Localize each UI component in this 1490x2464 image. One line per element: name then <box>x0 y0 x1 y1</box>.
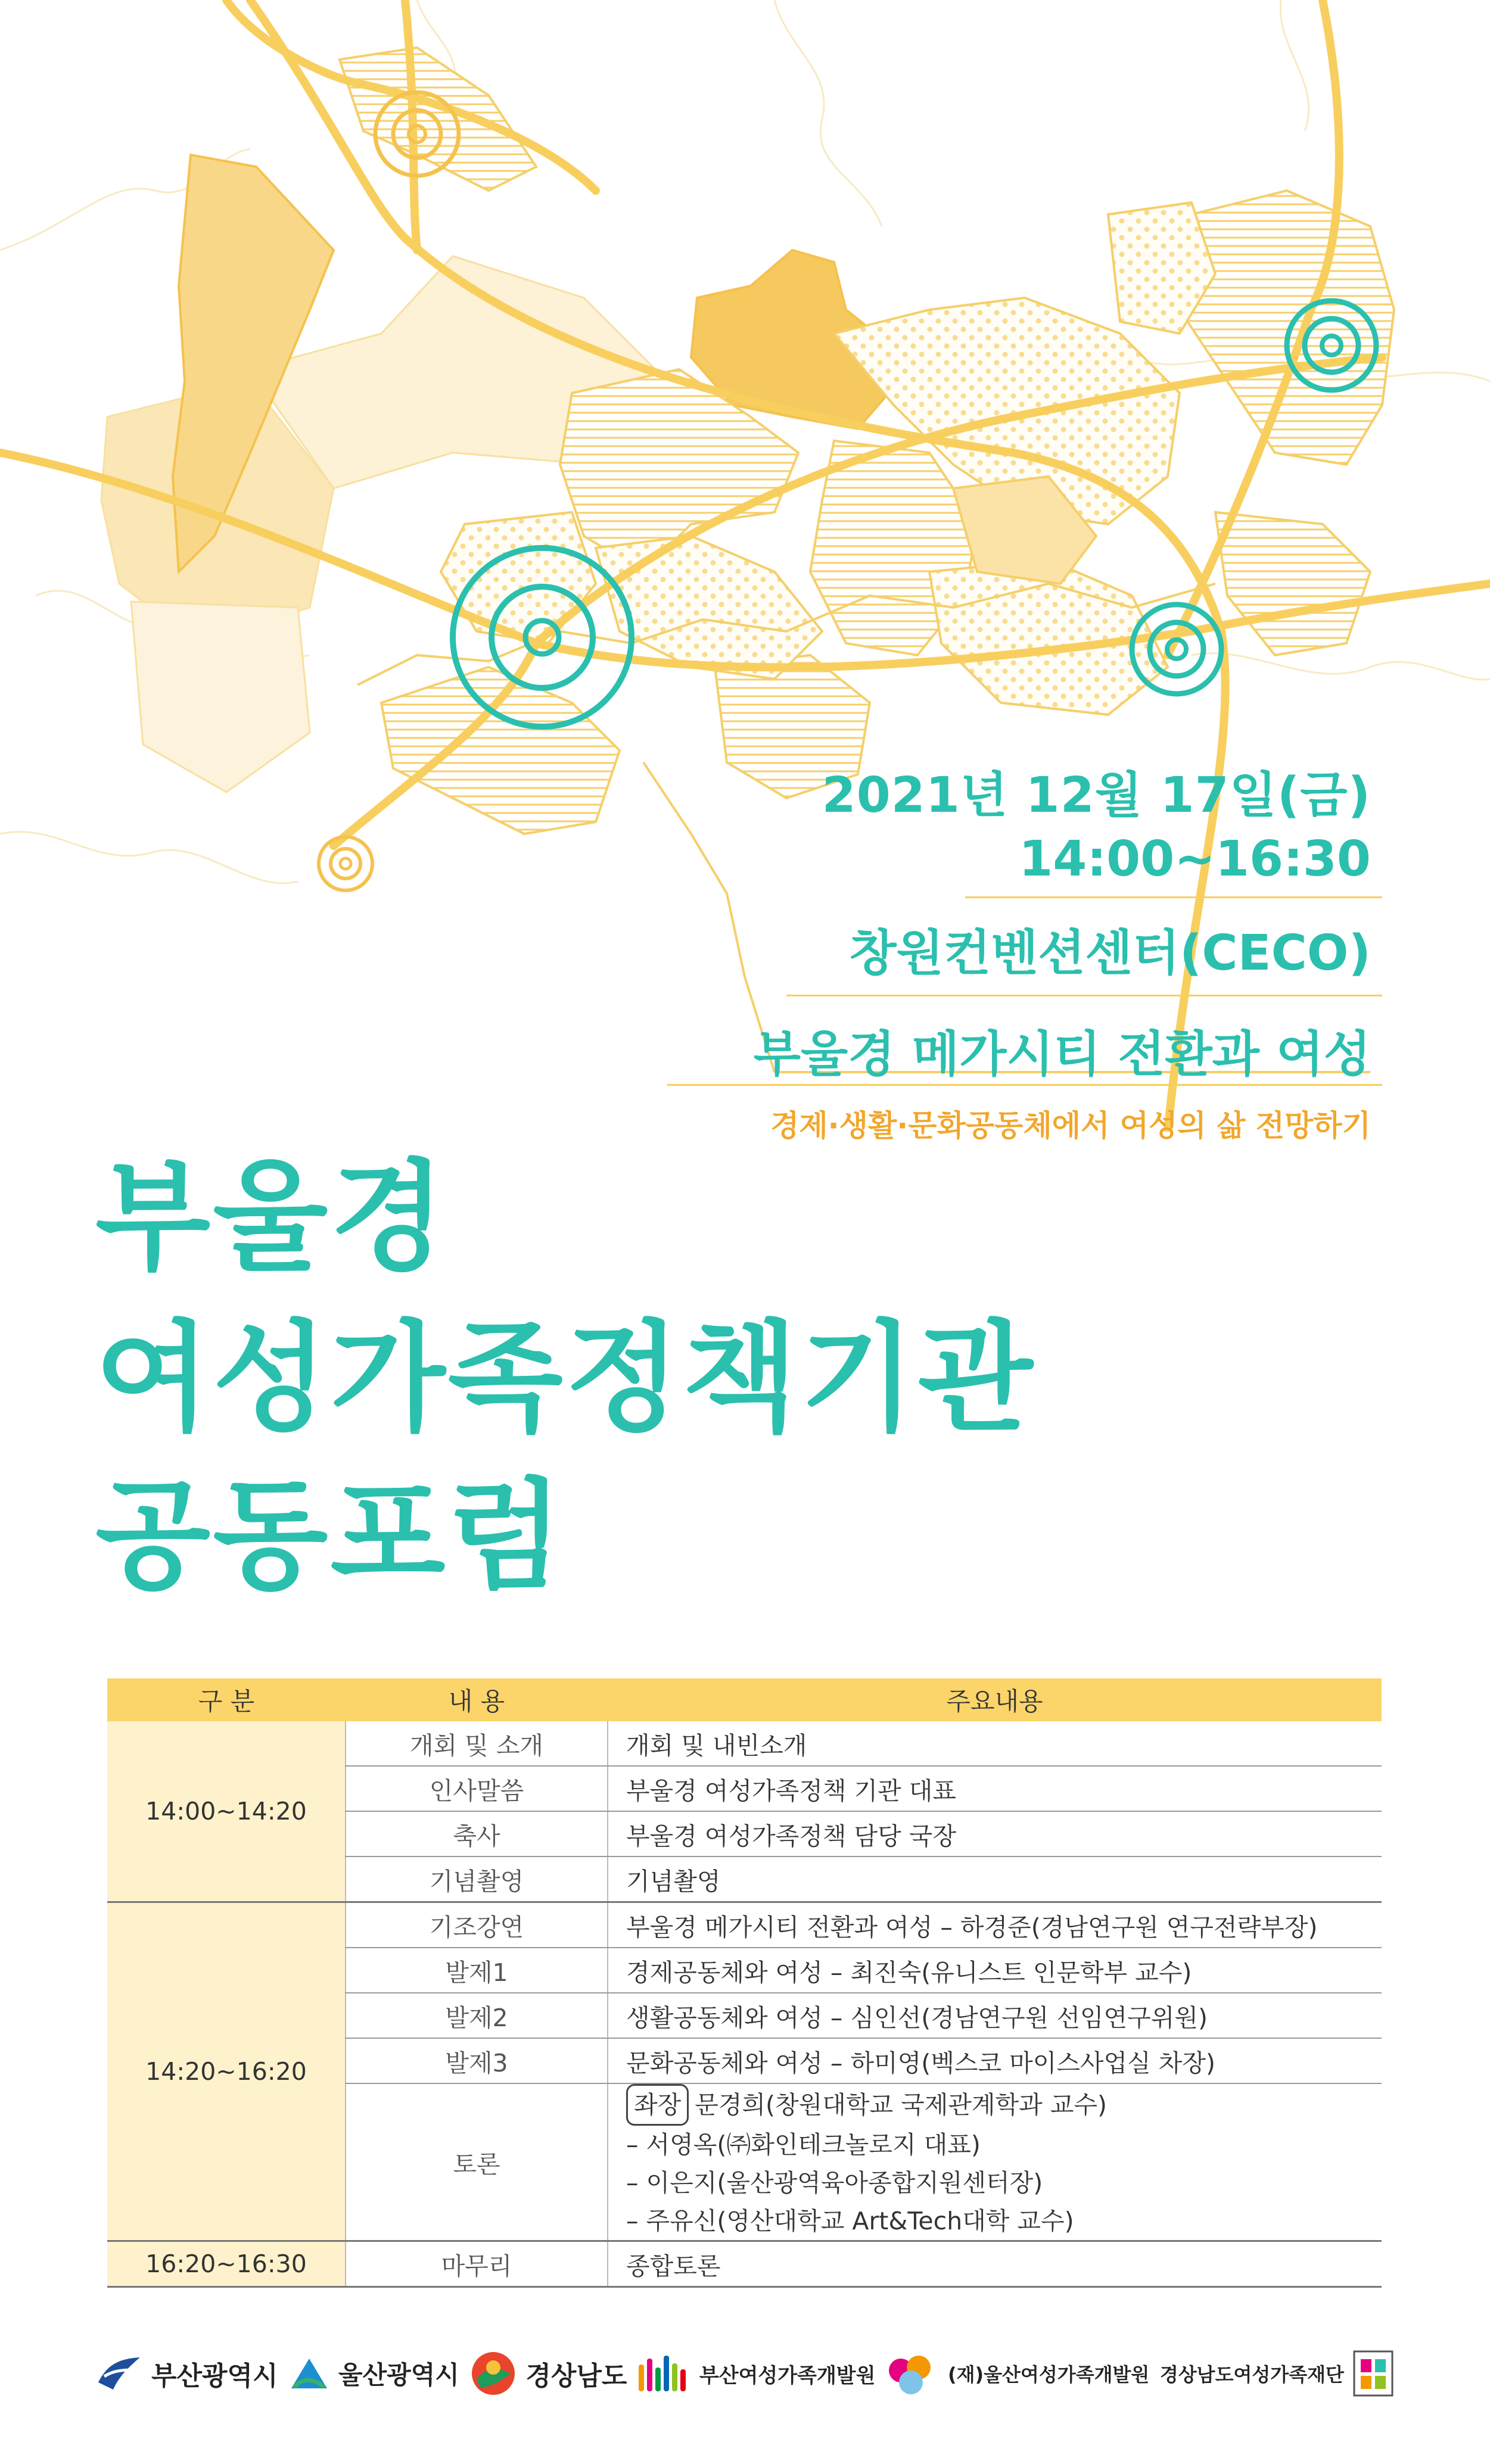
chair-badge: 좌장 <box>626 2084 689 2126</box>
content-cell: 생활공동체와 여성 – 심인선(경남연구원 선임연구위원) <box>608 1993 1382 2038</box>
schedule-header-row <box>107 1678 1382 1721</box>
content-cell: 종합토론 <box>608 2241 1382 2287</box>
header-content: 주요내용 <box>608 1678 1382 1721</box>
logo-gyeongnam-women-family-foundation: 경상남도여성가족재단 <box>1160 2350 1394 2397</box>
panelist: – 서영옥(㈜화인테크놀로지 대표) <box>626 2130 981 2159</box>
content-cell: 경제공동체와 여성 – 최진숙(유니스트 인문학부 교수) <box>608 1948 1382 1993</box>
content-cell: 개회 및 내빈소개 <box>608 1721 1382 1766</box>
gyeongnam-emblem-icon <box>469 2350 517 2397</box>
logo-ulsan-women-family-institute: (재)울산여성가족개발원 <box>886 2350 1149 2397</box>
panelist: – 이은지(울산광역육아종합지원센터장) <box>626 2169 1043 2197</box>
logo-busan: 부산광역시 <box>95 2353 278 2394</box>
item-cell: 기조강연 <box>346 1902 608 1948</box>
content-cell: 기념촬영 <box>608 1856 1382 1902</box>
divider <box>965 896 1382 898</box>
time-cell: 16:20~16:30 <box>107 2241 346 2287</box>
item-cell: 인사말씀 <box>346 1766 608 1811</box>
logo-gyeongnam: 경상남도 <box>469 2350 627 2397</box>
event-subtitle: 경제·생활·문화공동체에서 여성의 삶 전망하기 <box>770 1108 1371 1143</box>
chair-line <box>626 2084 1382 2126</box>
item-cell: 토론 <box>346 2083 608 2241</box>
event-date: 2021년 12월 17일(금) <box>822 767 1371 824</box>
header-time: 구 분 <box>107 1678 346 1721</box>
colored-bars-icon <box>637 2353 691 2394</box>
main-title-line-2: 여성가족정책기관 <box>95 1309 1035 1448</box>
discussion-content <box>608 2083 1382 2241</box>
panelist: – 주유신(영산대학교 Art&Tech대학 교수) <box>626 2207 1074 2235</box>
event-theme: 부울경 메가시티 전환과 여성 <box>753 1026 1371 1083</box>
divider <box>667 1084 1382 1086</box>
time-cell: 14:20~16:20 <box>107 1902 346 2241</box>
hearts-icon <box>886 2350 940 2397</box>
main-title-line-1: 부울경 <box>95 1148 448 1287</box>
content-cell: 부울경 메가시티 전환과 여성 – 하경준(경남연구원 연구전략부장) <box>608 1902 1382 1948</box>
logo-ulsan: 울산광역시 <box>288 2353 459 2394</box>
organizer-logos <box>95 2341 1394 2406</box>
content-cell: 부울경 여성가족정책 기관 대표 <box>608 1766 1382 1811</box>
item-cell: 개회 및 소개 <box>346 1721 608 1766</box>
foundation-emblem-icon <box>1352 2350 1394 2397</box>
logo-busan-women-family-institute: 부산여성가족개발원 <box>637 2353 876 2394</box>
item-cell: 축사 <box>346 1811 608 1856</box>
item-cell: 기념촬영 <box>346 1856 608 1902</box>
item-cell: 발제3 <box>346 2038 608 2083</box>
item-cell: 마무리 <box>346 2241 608 2287</box>
time-cell: 14:00~14:20 <box>107 1721 346 1902</box>
header-item: 내 용 <box>346 1678 608 1721</box>
event-venue: 창원컨벤션센터(CECO) <box>849 925 1371 982</box>
chair-name: 문경희(창원대학교 국제관계학과 교수) <box>695 2091 1107 2119</box>
content-cell: 문화공동체와 여성 – 하미영(벡스코 마이스사업실 차장) <box>608 2038 1382 2083</box>
table-row <box>107 1721 1382 1766</box>
main-title-line-3: 공동포럼 <box>95 1467 565 1606</box>
event-time: 14:00~16:30 <box>1019 831 1371 887</box>
divider <box>786 995 1382 996</box>
busan-emblem-icon <box>95 2353 143 2394</box>
table-row <box>107 2241 1382 2287</box>
item-cell: 발제2 <box>346 1993 608 2038</box>
table-row <box>107 1902 1382 1948</box>
ulsan-emblem-icon <box>288 2353 330 2394</box>
item-cell: 발제1 <box>346 1948 608 1993</box>
schedule-table <box>107 1678 1382 2288</box>
content-cell: 부울경 여성가족정책 담당 국장 <box>608 1811 1382 1856</box>
